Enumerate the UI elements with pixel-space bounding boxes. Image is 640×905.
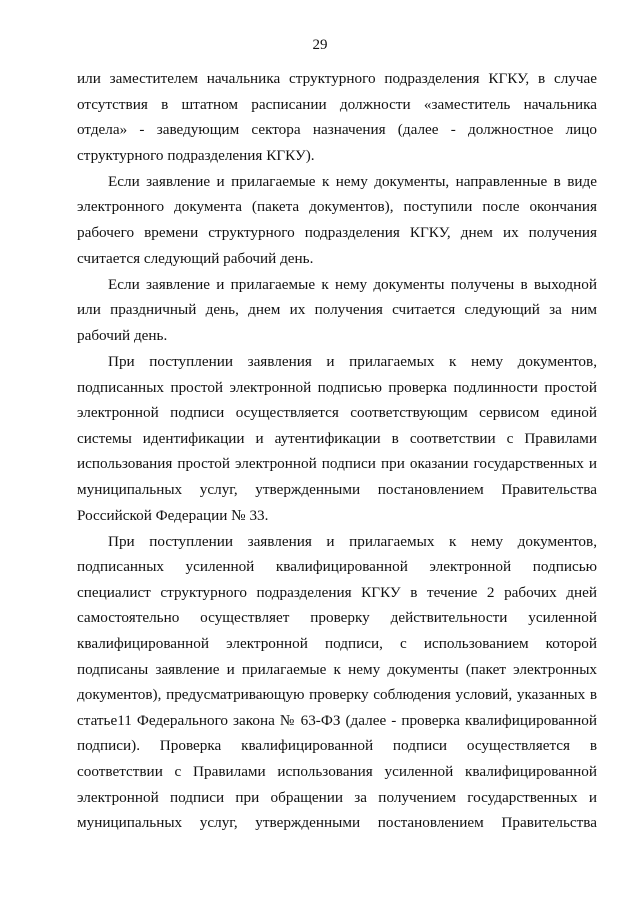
paragraph — [77, 272, 597, 349]
paragraph — [77, 349, 597, 528]
text-line: подписанных усиленной квалифицированной электронной подписью — [77, 558, 597, 576]
text-line: При поступлении заявления и прилагаемых к нему документов, — [108, 353, 597, 371]
text-line: отсутствия в штатном расписании должности «заместитель начальника — [77, 95, 597, 113]
text-line: или праздничный день, днем их получения считается следующий за ним — [77, 301, 597, 319]
text-line: Если заявление и прилагаемые к нему документы, направленные в виде — [108, 172, 597, 190]
text-line: рабочего времени структурного подразделения КГКУ, днем их получения — [77, 224, 597, 242]
paragraph — [77, 66, 597, 168]
paragraph — [77, 529, 597, 836]
text-line: использования простой электронной подписи при оказании государственных и — [77, 455, 597, 473]
text-line: квалифицированной электронной подписи, с использованием которой — [77, 635, 597, 653]
text-line-last: структурного подразделения КГКУ). — [77, 146, 315, 164]
text-line: самостоятельно осуществляет проверку действительности усиленной — [77, 609, 597, 627]
text-line: статье11 Федерального закона № 63-ФЗ (далее - проверка квалифицированной — [77, 711, 597, 729]
text-line: отдела» - заведующим сектора назначения (далее - должностное лицо — [77, 121, 597, 139]
text-line: подписанных простой электронной подписью проверка подлинности простой — [77, 378, 597, 396]
text-line: специалист структурного подразделения КГКУ в течение 2 рабочих дней — [77, 583, 597, 601]
text-line: муниципальных услуг, утвержденными постановлением Правительства — [77, 481, 597, 498]
text-line: соответствии с Правилами использования усиленной квалифицированной — [77, 763, 597, 781]
text-line-last: Российской Федерации № 33. — [77, 506, 269, 524]
text-line: муниципальных услуг, утвержденными постановлением Правительства — [77, 814, 597, 832]
text-line-last: считается следующий рабочий день. — [77, 249, 314, 267]
paragraph — [77, 169, 597, 271]
text-line: электронной подписи при обращении за получением государственных и — [77, 788, 597, 806]
text-line: При поступлении заявления и прилагаемых к нему документов, — [108, 532, 597, 550]
text-line: электронного документа (пакета документов), поступили после окончания — [77, 198, 597, 216]
text-line: или заместителем начальника структурного подразделения КГКУ, в случае — [77, 70, 597, 87]
page-number: 29 — [312, 37, 328, 53]
body-text — [77, 66, 597, 836]
text-line: документов), предусматривающую проверку соблюдения условий, указанных в — [77, 686, 597, 704]
text-line: подписи). Проверка квалифицированной подписи осуществляется в — [77, 737, 597, 755]
text-line: электронной подписи осуществляется соответствующим сервисом единой — [77, 404, 597, 422]
text-line: Если заявление и прилагаемые к нему документы получены в выходной — [108, 275, 597, 293]
text-line: системы идентификации и аутентификации в соответствии с Правилами — [77, 429, 597, 447]
text-line: подписаны заявление и прилагаемые к нему документы (пакет электронных — [77, 660, 597, 678]
text-line-last: рабочий день. — [77, 326, 168, 344]
